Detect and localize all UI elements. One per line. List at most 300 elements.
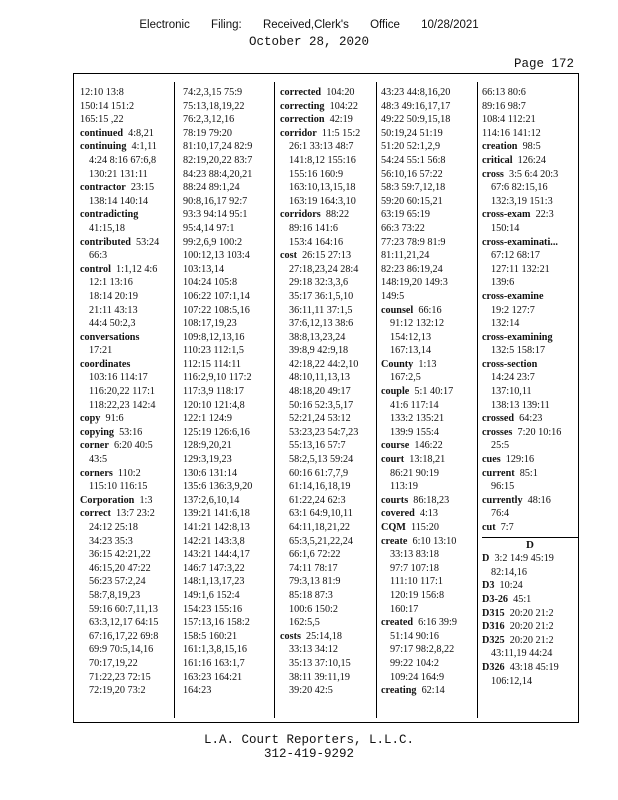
index-term: corners: [80, 467, 113, 479]
page-refs: 61:14,16,18,19: [289, 481, 351, 493]
entry-first-line: [482, 412, 578, 426]
page-refs: 51:20 52:1,2,9: [381, 141, 441, 153]
page-refs: 50:16 52:3,5,17: [289, 399, 354, 411]
page-refs: 4:8,21: [128, 127, 154, 139]
page-refs: 48:3 49:16,17,17: [381, 100, 451, 112]
page-refs: 46:15,20 47:22: [89, 562, 151, 574]
page-refs: 64:11,18,21,22: [289, 522, 351, 533]
index-term: crossed: [482, 413, 515, 425]
entry-first-line: [482, 552, 578, 566]
index-term: conversations: [80, 331, 140, 343]
index-term: copy: [80, 413, 101, 425]
page-refs: 139:21 141:6,18: [183, 508, 250, 520]
page-refs: 161:16 163:1,7: [183, 657, 245, 669]
column-divider: [477, 82, 478, 718]
entry-first-line: [280, 249, 376, 263]
page-refs: 114:16 141:12: [482, 127, 541, 139]
page-refs: 29:18 32:3,3,6: [289, 277, 349, 289]
index-term: counsel: [381, 304, 414, 316]
page-refs: 67:6 82:15,16: [491, 182, 548, 194]
index-term: D315: [482, 607, 505, 619]
index-entry: [482, 208, 578, 235]
index-term: couple: [381, 386, 410, 398]
transcript-date: October 28, 2020: [248, 35, 370, 49]
page-refs: 97:7 107:18: [390, 562, 439, 574]
page-refs: 50:19,24 51:19: [381, 127, 443, 139]
entry-first-line: [80, 439, 176, 453]
page-refs: 70:17,19,22: [89, 657, 138, 669]
page-refs: 142:21 143:3,8: [183, 535, 245, 547]
page-refs: 160:17: [390, 603, 419, 615]
entry-first-line: [80, 331, 176, 345]
index-entry: [482, 453, 578, 467]
page-refs: 3:5 6:4 20:3: [508, 168, 559, 180]
index-entry: [482, 412, 578, 426]
index-entry: [183, 86, 279, 698]
page-refs: 89:16 98:7: [482, 100, 526, 112]
page-refs: 25:14,18: [306, 630, 342, 642]
page-refs: 81:11,21,24: [381, 250, 430, 262]
page-refs: 55:13,16 57:7: [289, 440, 346, 452]
page-refs: 59:16 60:7,11,13: [89, 603, 158, 615]
page-refs: 56:23 57:2,24: [89, 576, 146, 588]
page-refs: 137:2,6,10,14: [183, 494, 240, 506]
index-term: correcting: [280, 100, 325, 112]
index-term: D325: [482, 634, 505, 646]
stamp-word: Filing:: [211, 19, 242, 31]
entry-first-line: [482, 140, 578, 154]
page-refs: 66:1,6 72:22: [289, 549, 341, 561]
page-refs: 42:19: [329, 114, 353, 126]
page-refs: 110:2: [117, 467, 141, 479]
index-term: continued: [80, 127, 124, 139]
entry-first-line: [482, 661, 578, 675]
index-entry: [280, 208, 376, 249]
page-refs: 72:19,20 73:2: [89, 685, 146, 697]
page-refs: 137:10,11: [491, 386, 532, 398]
page-refs: 41:15,18: [89, 222, 125, 234]
page-refs: 26:15 27:13: [302, 250, 352, 262]
index-entry: [280, 113, 376, 127]
page-refs: 106:12,14: [491, 675, 533, 687]
page-refs: 66:3: [89, 250, 108, 262]
index-term: cost: [280, 250, 297, 262]
page-refs: 22:3: [535, 209, 554, 221]
entry-first-line: [80, 236, 176, 250]
page-refs: 14:24 23:7: [491, 372, 535, 384]
page-refs: 82:23 86:19,24: [381, 263, 443, 275]
index-term: CQM: [381, 522, 406, 533]
index-entry: [482, 290, 578, 331]
page-refs: 148:1,13,17,23: [183, 576, 245, 588]
page-refs: 51:14 90:16: [390, 630, 439, 642]
index-term: continuing: [80, 141, 127, 153]
page-refs: 65:3,5,21,22,24: [289, 535, 353, 547]
page-refs: 66:13 80:6: [482, 87, 526, 98]
page-refs: 125:19 126:6,16: [183, 426, 250, 438]
index-entry: [482, 358, 578, 412]
index-term: contributed: [80, 236, 131, 248]
entry-first-line: [80, 467, 176, 481]
page-refs: 96:15: [491, 481, 515, 493]
page-refs: 23:15: [130, 182, 155, 194]
page-refs: 85:1: [519, 467, 538, 479]
page-refs: 67:12 68:17: [491, 250, 540, 262]
index-term: covered: [381, 508, 415, 520]
index-entry: [80, 236, 176, 263]
page-refs: 111:10 117:1: [390, 576, 443, 588]
page-refs: 132:5 158:17: [491, 345, 546, 357]
page-refs: 49:22 50:9,15,18: [381, 114, 451, 126]
page-refs: 86:21 90:19: [390, 467, 439, 479]
page-refs: 162:5,5: [289, 617, 320, 629]
page-refs: 132:3,19 151:3: [491, 195, 553, 207]
page-refs: 1:13: [418, 358, 437, 370]
stamp-word: Received,Clerk's: [262, 19, 349, 31]
index-entry: [80, 467, 176, 494]
index-term: court: [381, 454, 405, 466]
page-refs: 109:8,12,13,16: [183, 331, 245, 343]
index-term: crosses: [482, 426, 513, 438]
index-entry: [381, 684, 477, 698]
page-refs: 90:8,16,17 92:7: [183, 195, 248, 207]
index-term: corner: [80, 440, 109, 452]
page-refs: 44:4 50:2,3: [89, 318, 136, 330]
index-entry: [482, 494, 578, 521]
page-refs: 85:18 87:3: [289, 589, 333, 601]
page-refs: 167:2,5: [390, 372, 421, 384]
page-refs: 19:2 127:7: [491, 304, 535, 316]
index-entry: [482, 154, 578, 168]
index-entry: [482, 620, 578, 634]
page-refs: 12:1 13:16: [89, 277, 133, 289]
page-refs: 4:13: [419, 508, 438, 520]
page-refs: 20:20 21:2: [509, 607, 554, 619]
page-refs: 139:6: [491, 277, 515, 289]
column-divider: [376, 82, 377, 718]
page-refs: 3:2 14:9 45:19: [494, 553, 554, 565]
page-refs: 107:22 108:5,16: [183, 304, 250, 316]
entry-first-line: [482, 358, 578, 372]
index-term: cross-exam: [482, 209, 531, 221]
page-refs: 157:13,16 158:2: [183, 617, 250, 629]
page-refs: 103:16 114:17: [89, 372, 148, 384]
index-entry: [280, 127, 376, 209]
index-term: costs: [280, 630, 301, 642]
page-refs: 12:10 13:8: [80, 87, 124, 98]
page-refs: 13:18,21: [409, 454, 446, 466]
index-entry: [280, 249, 376, 630]
page-refs: 54:24 55:1 56:8: [381, 154, 446, 166]
page-refs: 60:16 61:7,7,9: [289, 467, 349, 479]
index-entry: [381, 535, 477, 617]
page-refs: 138:13 139:11: [491, 399, 550, 411]
page-refs: 53:23,23 54:7,23: [289, 426, 359, 438]
index-entry: [80, 494, 176, 508]
index-entry: [381, 358, 477, 385]
index-term: corrected: [280, 87, 322, 98]
page-refs: 148:19,20 149:3: [381, 277, 448, 289]
entry-first-line: [80, 263, 176, 277]
page-refs: 141:21 142:8,13: [183, 522, 250, 533]
index-entry: [482, 593, 578, 607]
page-refs: 5:1 40:17: [414, 386, 454, 398]
page-refs: 133:2 135:21: [390, 413, 445, 425]
page-refs: 115:10 116:15: [89, 481, 148, 493]
index-term: courts: [381, 494, 409, 506]
entry-first-line: [381, 521, 477, 535]
entry-first-line: [80, 140, 176, 154]
entry-first-line: [482, 620, 578, 634]
filing-stamp: [0, 19, 618, 31]
page-refs: 62:14: [421, 685, 445, 697]
index-column: [381, 86, 477, 720]
entry-first-line: [80, 208, 176, 222]
page-refs: 91:6: [105, 413, 124, 425]
index-entry: [381, 494, 477, 508]
index-term: creation: [482, 141, 518, 153]
page-refs: 58:3 59:7,12,18: [381, 182, 446, 194]
index-entry: [80, 140, 176, 181]
entry-first-line: [80, 412, 176, 426]
page-refs: 163:10,13,15,18: [289, 182, 356, 194]
page-refs: 130:21 131:11: [89, 168, 148, 180]
page-refs: 52:21,24 53:12: [289, 413, 351, 425]
page-refs: 71:22,23 72:15: [89, 671, 151, 683]
page-refs: 34:23 35:3: [89, 535, 133, 547]
page-refs: 138:14 140:14: [89, 195, 149, 207]
page-refs: 104:20: [326, 87, 355, 98]
page-refs: 135:6 136:3,9,20: [183, 481, 253, 493]
index-term: D3-26: [482, 593, 509, 605]
page-refs: 63:1 64:9,10,11: [289, 508, 353, 520]
page-refs: 64:23: [519, 413, 543, 425]
page-refs: 164:23: [183, 685, 212, 697]
page-refs: 43:18 45:19: [509, 661, 559, 673]
page-refs: 4:1,11: [131, 141, 157, 153]
entry-first-line: [381, 453, 477, 467]
page-refs: 154:23 155:16: [183, 603, 243, 615]
page-refs: 41:6 117:14: [390, 399, 439, 411]
page-refs: 116:2,9,10 117:2: [183, 372, 252, 384]
page-refs: 141:8,12 155:16: [289, 154, 356, 166]
entry-first-line: [482, 467, 578, 481]
page-refs: 58:7,8,19,23: [89, 589, 141, 601]
page-refs: 113:19: [390, 481, 418, 493]
page-refs: 76:2,3,12,16: [183, 114, 235, 126]
page-number: Page 172: [513, 57, 574, 71]
page-refs: 63:3,12,17 64:15: [89, 617, 159, 629]
page-refs: 120:19 156:8: [390, 589, 445, 601]
page-refs: 13:7 23:2: [116, 508, 155, 520]
entry-first-line: [482, 168, 578, 182]
entry-first-line: [482, 208, 578, 222]
page-refs: 36:15 42:21,22: [89, 549, 151, 561]
index-term: corridors: [280, 209, 321, 221]
index-column: [280, 86, 376, 720]
index-entry: [482, 140, 578, 154]
page-refs: 106:22 107:1,14: [183, 290, 250, 302]
index-term: cues: [482, 454, 501, 466]
page-refs: 38:11 39:11,19: [289, 671, 350, 683]
index-term: cut: [482, 522, 496, 533]
page-refs: 53:24: [136, 236, 160, 248]
page-refs: 89:16 141:6: [289, 222, 338, 234]
entry-first-line: [280, 127, 376, 141]
page-refs: 93:3 94:14 95:1: [183, 209, 248, 221]
index-term: critical: [482, 154, 513, 166]
index-entry: [80, 426, 176, 440]
entry-first-line: [482, 494, 578, 508]
entry-first-line: [80, 494, 176, 508]
page-refs: 146:22: [414, 440, 443, 452]
entry-first-line: [482, 634, 578, 648]
index-term: currently: [482, 494, 523, 506]
page-refs: 4:24 8:16 67:6,8: [89, 154, 157, 166]
page-refs: 66:16: [418, 304, 442, 316]
index-entry: [381, 385, 477, 439]
page-refs: 1:3: [139, 494, 153, 506]
column-divider: [174, 82, 175, 718]
page-refs: 163:23 164:21: [183, 671, 243, 683]
page-refs: 79:3,13 81:9: [289, 576, 341, 588]
page-refs: 108:4 112:21: [482, 114, 536, 126]
page-refs: 127:11 132:21: [491, 263, 550, 275]
page-refs: 122:1 124:9: [183, 413, 232, 425]
entry-first-line: [80, 181, 176, 195]
page-refs: 82:14,16: [491, 566, 527, 578]
index-term: coordinates: [80, 358, 131, 370]
entry-first-line: [280, 100, 376, 114]
page-refs: 43:5: [89, 454, 108, 466]
stamp-word: 10/28/2021: [421, 19, 479, 31]
page-refs: 48:10,11,13,13: [289, 372, 351, 384]
index-entry: [482, 467, 578, 494]
index-term: Corporation: [80, 494, 135, 506]
page-refs: 95:4,14 97:1: [183, 222, 235, 234]
entry-first-line: [381, 616, 477, 630]
index-entry: [381, 521, 477, 535]
page-refs: 84:23 88:4,20,21: [183, 168, 253, 180]
page-refs: 45:1: [513, 593, 532, 605]
index-term: current: [482, 467, 515, 479]
index-entry: [280, 100, 376, 114]
page-refs: 37:6,12,13 38:6: [289, 318, 354, 330]
page-refs: 27:18,23,24 28:4: [289, 263, 359, 275]
index-entry: [482, 607, 578, 621]
page-refs: 115:20: [411, 522, 439, 533]
index-term: cross-examine: [482, 290, 544, 302]
index-entry: [80, 439, 176, 466]
entry-first-line: [482, 290, 578, 304]
stamp-word: Electronic: [139, 19, 190, 31]
page-refs: 100:12,13 103:4: [183, 250, 250, 262]
page-refs: 108:17,19,23: [183, 318, 237, 330]
page-refs: 128:9,20,21: [183, 440, 232, 452]
page-refs: 35:17 36:1,5,10: [289, 290, 354, 302]
page-refs: 163:19 164:3,10: [289, 195, 356, 207]
page-refs: 1:1,12 4:6: [116, 263, 158, 275]
entry-first-line: [482, 579, 578, 593]
page-refs: 88:22: [325, 209, 350, 221]
page-refs: 11:5 15:2: [321, 127, 361, 139]
index-term: D3: [482, 580, 495, 592]
page-refs: 58:2,5,13 59:24: [289, 454, 354, 466]
index-column: [183, 86, 279, 720]
index-entry: [80, 86, 176, 127]
page-refs: 143:21 144:4,17: [183, 549, 250, 561]
page-refs: 43:23 44:8,16,20: [381, 87, 451, 98]
index-entry: [381, 507, 477, 521]
index-entry: [381, 439, 477, 453]
page-refs: 61:22,24 62:3: [289, 494, 346, 506]
index-term: cross: [482, 168, 504, 180]
index-frame: [73, 73, 579, 723]
page-refs: 150:14: [491, 222, 520, 234]
page-refs: 165:15 ,22: [80, 114, 124, 126]
page-refs: 99:2,6,9 100:2: [183, 236, 243, 248]
page-refs: 38:8,13,23,24: [289, 331, 346, 343]
entry-first-line: [381, 439, 477, 453]
page-refs: 67:16,17,22 69:8: [89, 630, 159, 642]
page-refs: 120:10 121:4,8: [183, 399, 245, 411]
index-entry: [482, 634, 578, 661]
entry-first-line: [280, 113, 376, 127]
page-refs: 59:20 60:15,21: [381, 195, 443, 207]
entry-first-line: [80, 507, 176, 521]
page-refs: 21:11 43:13: [89, 304, 138, 316]
index-entry: [280, 86, 376, 100]
page-refs: 129:16: [505, 454, 535, 466]
index-entry: [381, 304, 477, 358]
page-refs: 91:12 132:12: [390, 318, 445, 330]
index-term: create: [381, 535, 408, 547]
page-refs: 74:2,3,15 75:9: [183, 87, 243, 98]
entry-first-line: [381, 507, 477, 521]
page-refs: 132:14: [491, 318, 520, 330]
page-refs: 20:20 21:2: [509, 634, 554, 646]
reporter-company: L.A. Court Reporters, L.L.C.: [203, 733, 415, 747]
page-refs: 117:3,9 118:17: [183, 386, 244, 398]
entry-first-line: [482, 236, 578, 250]
page-refs: 99:22 104:2: [390, 657, 439, 669]
index-entry: [482, 86, 578, 140]
index-term: D: [482, 553, 490, 565]
page-refs: 98:5: [522, 141, 541, 153]
entry-first-line: [482, 607, 578, 621]
index-entry: [482, 168, 578, 209]
index-entry: [482, 331, 578, 358]
index-term: cross-examining: [482, 331, 553, 343]
index-term: correction: [280, 114, 325, 126]
page-refs: 81:10,17,24 82:9: [183, 141, 253, 153]
page-refs: 48:18,20 49:17: [289, 386, 351, 398]
page-refs: 36:11,11 37:1,5: [289, 304, 353, 316]
index-entry: [280, 630, 376, 698]
index-term: control: [80, 263, 111, 275]
entry-first-line: [482, 426, 578, 440]
index-entry: [80, 208, 176, 235]
index-entry: [482, 552, 578, 579]
page-refs: 82:19,20,22 83:7: [183, 154, 253, 166]
entry-first-line: [280, 86, 376, 100]
entry-first-line: [381, 358, 477, 372]
page-refs: 7:20 10:16: [517, 426, 562, 438]
page-refs: 74:11 78:17: [289, 562, 338, 574]
page-refs: 109:24 164:9: [390, 671, 445, 683]
entry-first-line: [381, 494, 477, 508]
index-term: created: [381, 617, 414, 629]
